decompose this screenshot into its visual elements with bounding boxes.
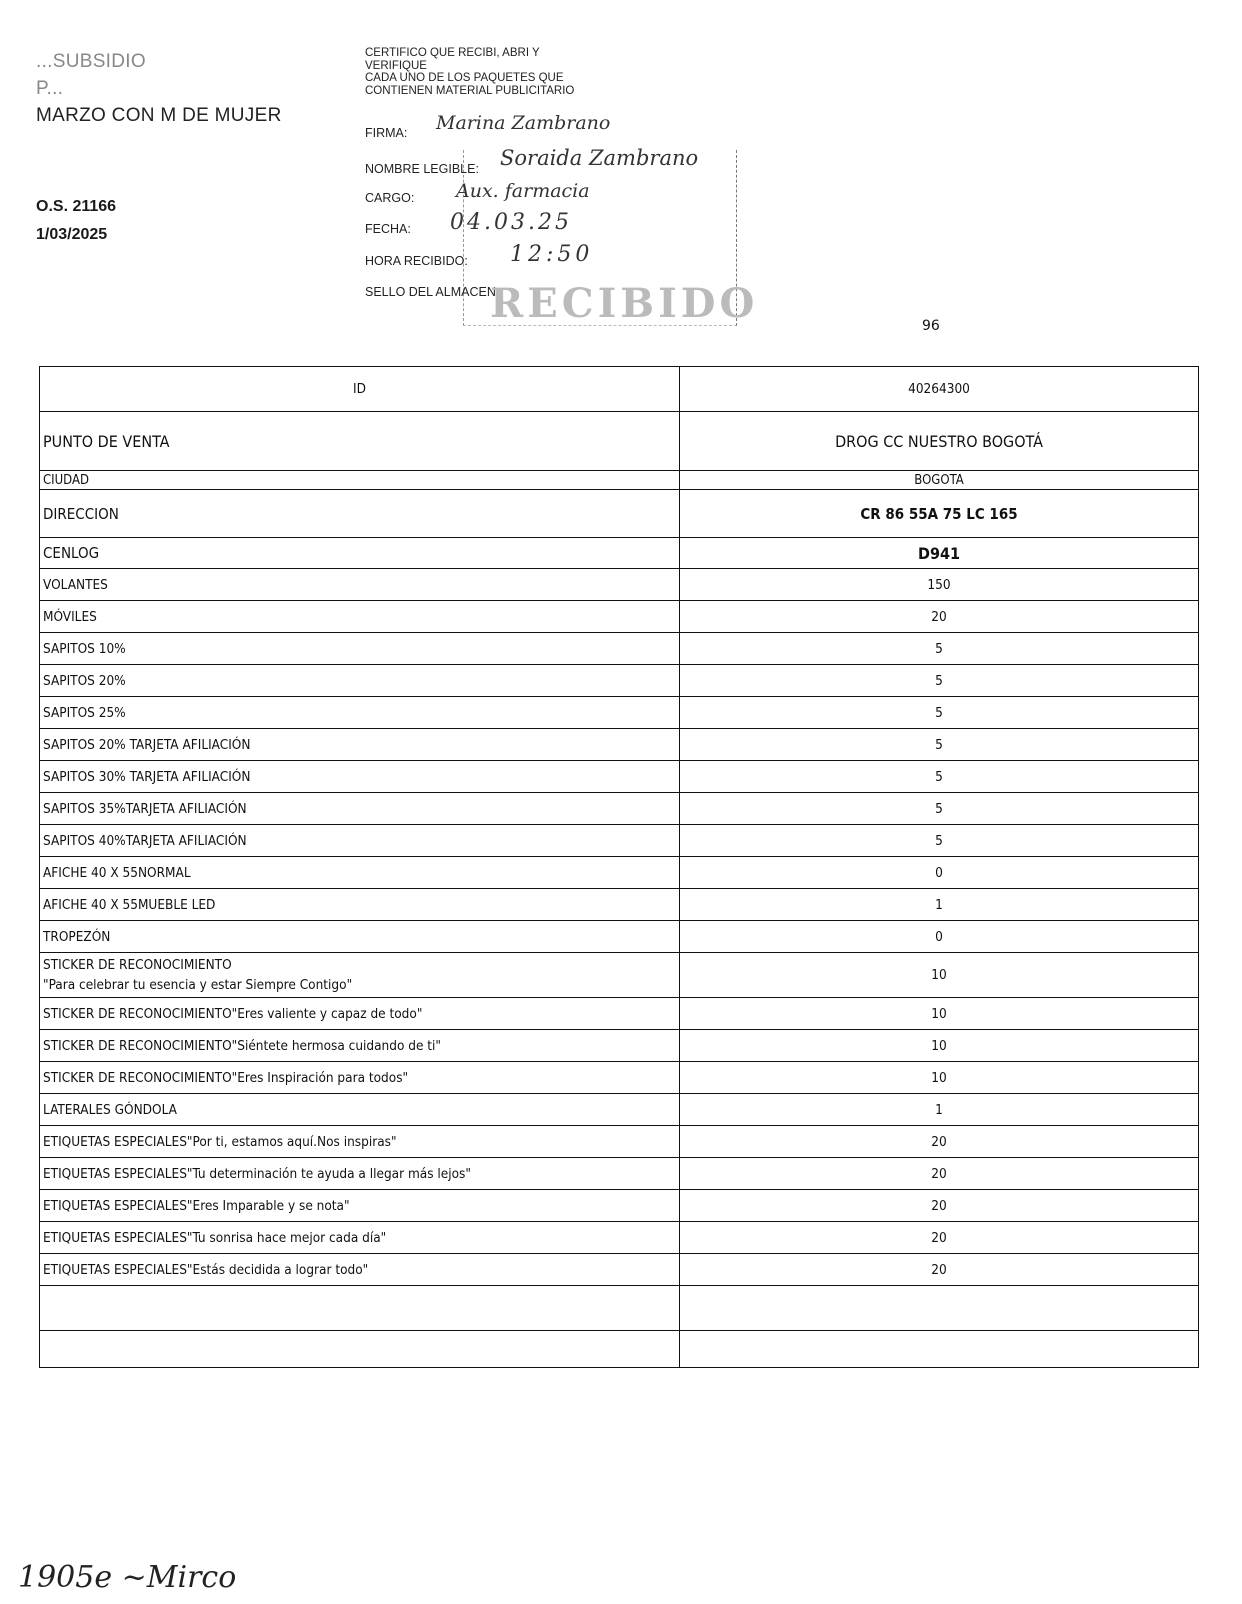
- ciudad-value: BOGOTA: [680, 471, 1199, 490]
- item-label: [40, 569, 680, 601]
- item-label-text: SAPITOS 20%: [43, 672, 126, 689]
- empty-cell: [40, 1286, 680, 1331]
- fecha-label: FECHA:: [365, 222, 411, 236]
- table-row: [40, 761, 1199, 793]
- direccion-label: DIRECCION: [40, 490, 680, 538]
- item-label: [40, 857, 680, 889]
- item-quantity: 20: [680, 1254, 1199, 1286]
- item-quantity: 10: [680, 953, 1199, 998]
- hora-value: 12:50: [510, 242, 594, 267]
- item-label: [40, 953, 680, 998]
- item-label-text: STICKER DE RECONOCIMIENTO"Siéntete hermosa cuidando de ti": [43, 1037, 441, 1054]
- item-quantity: 5: [680, 825, 1199, 857]
- table-row: [40, 889, 1199, 921]
- item-quantity: 20: [680, 1222, 1199, 1254]
- table-row: [40, 793, 1199, 825]
- item-quantity: 5: [680, 665, 1199, 697]
- item-label-text: ETIQUETAS ESPECIALES"Por ti, estamos aquí.Nos inspiras": [43, 1133, 397, 1150]
- statement-line: CERTIFICO QUE RECIBI, ABRI Y: [365, 47, 540, 59]
- item-quantity: 1: [680, 889, 1199, 921]
- table-row-direccion: [40, 490, 1199, 538]
- item-label: [40, 889, 680, 921]
- table-row: [40, 1190, 1199, 1222]
- item-label-text: LATERALES GÓNDOLA: [43, 1101, 177, 1118]
- item-label: [40, 793, 680, 825]
- direccion-value: CR 86 55A 75 LC 165: [680, 490, 1199, 538]
- punto-venta-label: PUNTO DE VENTA: [40, 412, 680, 471]
- item-label-text: MÓVILES: [43, 608, 97, 625]
- table-row: [40, 857, 1199, 889]
- item-label: [40, 697, 680, 729]
- table-row: [40, 633, 1199, 665]
- punto-venta-value: DROG CC NUESTRO BOGOTÁ: [680, 412, 1199, 471]
- item-quantity: 0: [680, 921, 1199, 953]
- item-label-text: SAPITOS 10%: [43, 640, 126, 657]
- table-row-cenlog: [40, 538, 1199, 569]
- item-label: [40, 761, 680, 793]
- item-label-text: VOLANTES: [43, 576, 108, 593]
- statement-line: CADA UNO DE LOS PAQUETES QUE: [365, 72, 564, 84]
- table-row: [40, 998, 1199, 1030]
- item-quantity: 0: [680, 857, 1199, 889]
- item-quantity: 5: [680, 697, 1199, 729]
- id-label: ID: [40, 367, 680, 412]
- item-label: [40, 1094, 680, 1126]
- item-label: [40, 633, 680, 665]
- item-label-text: STICKER DE RECONOCIMIENTO"Eres Inspiración para todos": [43, 1069, 409, 1086]
- firma-signature: Marina Zambrano: [436, 112, 611, 134]
- cargo-value: Aux. farmacia: [456, 180, 590, 202]
- order-block: [36, 193, 116, 249]
- item-quantity: 1: [680, 1094, 1199, 1126]
- firma-label: FIRMA:: [365, 126, 408, 140]
- table-row: [40, 953, 1199, 998]
- table-row: [40, 1062, 1199, 1094]
- ciudad-label: CIUDAD: [40, 471, 680, 490]
- table-row: [40, 825, 1199, 857]
- item-quantity: 20: [680, 1158, 1199, 1190]
- item-quantity: 5: [680, 633, 1199, 665]
- table-row-empty: [40, 1286, 1199, 1331]
- item-label-text: AFICHE 40 X 55MUEBLE LED: [43, 896, 216, 913]
- item-label-text: ETIQUETAS ESPECIALES"Tu determinación te ayuda a llegar más lejos": [43, 1165, 471, 1182]
- campaign-name: MARZO CON M DE MUJER: [36, 105, 282, 126]
- table-row-ciudad: [40, 471, 1199, 490]
- table-row: [40, 697, 1199, 729]
- item-quantity: 10: [680, 1062, 1199, 1094]
- item-label-text: STICKER DE RECONOCIMIENTO"Eres valiente y capaz de todo": [43, 1005, 423, 1022]
- table-row: [40, 1254, 1199, 1286]
- item-label: [40, 1030, 680, 1062]
- id-value: 40264300: [680, 367, 1199, 412]
- item-label: [40, 921, 680, 953]
- item-label-text: SAPITOS 25%: [43, 704, 126, 721]
- table-row: [40, 1030, 1199, 1062]
- item-label-text: SAPITOS 40%TARJETA AFILIACIÓN: [43, 832, 247, 849]
- table-row: [40, 921, 1199, 953]
- sub-line: P...: [36, 78, 64, 99]
- table-row: [40, 1094, 1199, 1126]
- table-row: [40, 665, 1199, 697]
- table-row-empty: [40, 1331, 1199, 1368]
- item-label-text: SAPITOS 20% TARJETA AFILIACIÓN: [43, 736, 251, 753]
- item-label-text: ETIQUETAS ESPECIALES"Tu sonrisa hace mejor cada día": [43, 1229, 387, 1246]
- item-label: [40, 825, 680, 857]
- fecha-value: 04.03.25: [450, 210, 572, 235]
- item-label: [40, 1062, 680, 1094]
- item-label: [40, 1254, 680, 1286]
- received-stamp: RECIBIDO: [490, 280, 759, 327]
- bottom-signature: 1905e ~Mirco: [18, 1560, 237, 1595]
- empty-cell: [680, 1331, 1199, 1368]
- item-quantity: 20: [680, 1190, 1199, 1222]
- item-label: [40, 601, 680, 633]
- nombre-label: NOMBRE LEGIBLE:: [365, 162, 479, 176]
- order-date: 1/03/2025: [36, 226, 108, 243]
- materials-table: [39, 366, 1199, 1368]
- item-label: [40, 1190, 680, 1222]
- company-name: ...SUBSIDIO: [36, 51, 146, 72]
- order-number: O.S. 21166: [36, 198, 117, 215]
- item-label-text: ETIQUETAS ESPECIALES"Eres Imparable y se nota": [43, 1197, 350, 1214]
- item-label-text: ETIQUETAS ESPECIALES"Estás decidida a lograr todo": [43, 1261, 369, 1278]
- cenlog-value: D941: [680, 538, 1199, 569]
- item-quantity: 5: [680, 793, 1199, 825]
- item-label-text: TROPEZÓN: [43, 928, 111, 945]
- item-label-text: AFICHE 40 X 55NORMAL: [43, 864, 191, 881]
- item-quantity: 150: [680, 569, 1199, 601]
- item-label: [40, 1126, 680, 1158]
- item-label: [40, 1158, 680, 1190]
- item-quantity: 20: [680, 601, 1199, 633]
- table-row-punto-venta: [40, 412, 1199, 471]
- item-label: [40, 1222, 680, 1254]
- certificate-statement: [365, 47, 665, 97]
- cargo-label: CARGO:: [365, 191, 415, 205]
- item-quantity: 5: [680, 761, 1199, 793]
- item-label-text: SAPITOS 30% TARJETA AFILIACIÓN: [43, 768, 251, 785]
- item-label-text: SAPITOS 35%TARJETA AFILIACIÓN: [43, 800, 247, 817]
- item-quantity: 5: [680, 729, 1199, 761]
- table-row-id: [40, 367, 1199, 412]
- table-row: [40, 1222, 1199, 1254]
- hora-label: HORA RECIBIDO:: [365, 254, 468, 268]
- table-row: [40, 569, 1199, 601]
- sender-block: [36, 48, 282, 129]
- item-label: [40, 998, 680, 1030]
- table-row: [40, 1126, 1199, 1158]
- item-label: [40, 665, 680, 697]
- sello-label: SELLO DEL ALMACEN: [365, 285, 496, 299]
- table-row: [40, 1158, 1199, 1190]
- statement-line: CONTIENEN MATERIAL PUBLICITARIO: [365, 84, 575, 97]
- nombre-value: Soraida Zambrano: [500, 146, 699, 170]
- item-quantity: 10: [680, 1030, 1199, 1062]
- empty-cell: [680, 1286, 1199, 1331]
- empty-cell: [40, 1331, 680, 1368]
- statement-line: VERIFIQUE: [365, 59, 427, 72]
- table-row: [40, 601, 1199, 633]
- item-label-subtext: "Para celebrar tu esencia y estar Siempre Contigo": [43, 977, 353, 993]
- page-number: 96: [922, 318, 940, 334]
- item-quantity: 10: [680, 998, 1199, 1030]
- item-label-text: STICKER DE RECONOCIMIENTO: [43, 957, 232, 973]
- table-row: [40, 729, 1199, 761]
- item-label: [40, 729, 680, 761]
- item-quantity: 20: [680, 1126, 1199, 1158]
- cenlog-label: CENLOG: [40, 538, 680, 569]
